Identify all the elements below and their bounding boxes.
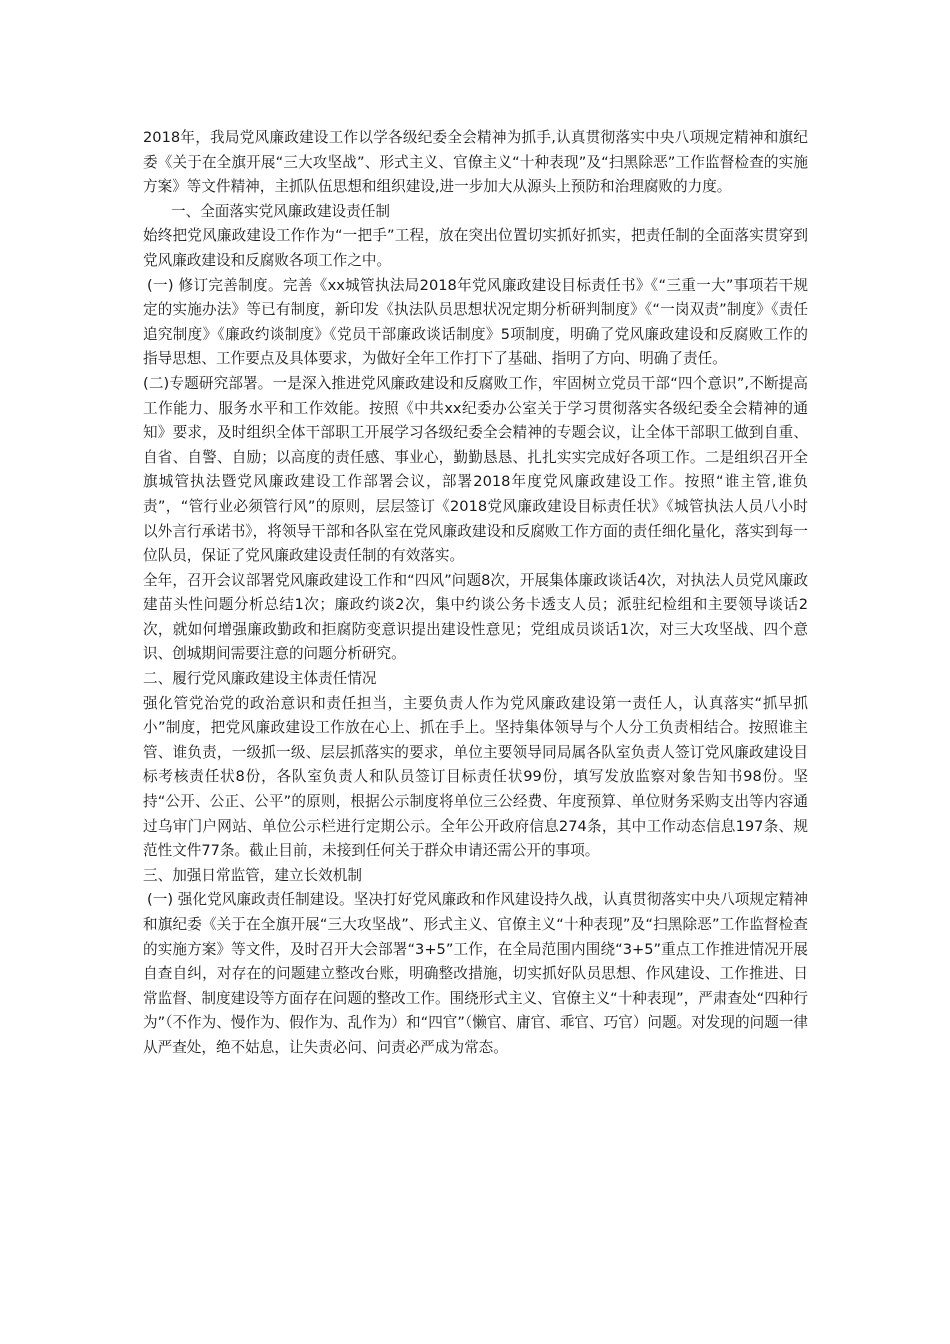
subsection-1-1-paragraph: (一) 修订完善制度。完善《xx城管执法局2018年党风廉政建设目标责任书》《“三重一大”事项若干规定的实施办法》等已有制度，新印发《执法队员思想状况定期分析研判制度》《“一岗双责”制度》《责任追究制度》《廉政约谈制度》《党员干部廉政谈话制度》5项制度，明确了党风廉政建设和反腐败工作的指导思想、工作要点及具体要求，为做好全年工作打下了基础、指明了方向、明确了责任。	[143, 276, 808, 368]
annual-summary-paragraph: 全年，召开会议部署党风廉政建设工作和“四风”问题8次，开展集体廉政谈话4次，对执法人员党风廉政建苗头性问题分析总结1次；廉政约谈2次，集中约谈公务卡透支人员；派驻纪检组和主要领导谈话2次，就如何增强廉政勤政和拒腐防变意识提出建设性意见；党组成员谈话1次，对三大攻坚战、四个意识、创城期间需要注意的问题分析研究。	[143, 571, 808, 663]
section-heading-1: 一、全面落实党风廉政建设责任制	[171, 202, 390, 220]
section-1-paragraph: 始终把党风廉政建设工作作为“一把手”工程，放在突出位置切实抓好抓实，把责任制的全面落实贯穿到党风廉政建设和反腐败各项工作之中。	[143, 227, 808, 269]
document-body	[143, 126, 808, 1061]
section-heading-2: 二、履行党风廉政建设主体责任情况	[143, 670, 377, 688]
intro-paragraph: 2018年，我局党风廉政建设工作以学各级纪委全会精神为抓手,认真贯彻落实中央八项规定精神和旗纪委《关于在全旗开展“三大攻坚战”、形式主义、官僚主义“十种表现”及“扫黑除恶”工作监督检查的实施方案》等文件精神，主抓队伍思想和组织建设,进一步加大从源头上预防和治理腐败的力度。	[143, 129, 808, 196]
subsection-1-2-paragraph: (二)专题研究部署。一是深入推进党风廉政建设和反腐败工作，牢固树立党员干部“四个意识”,不断提高工作能力、服务水平和工作效能。按照《中共xx纪委办公室关于学习贯彻落实各级纪委全会精神的通知》要求，及时组织全体干部职工开展学习各级纪委全会精神的专题会议，让全体干部职工做到自重、自省、自警、自励；以高度的责任感、事业心，勤勤恳恳、扎扎实实完成好各项工作。二是组织召开全旗城管执法暨党风廉政建设工作部署会议，部署2018年度党风廉政建设工作。按照“谁主管,谁负责”，“管行业必须管行风”的原则，层层签订《2018党风廉政建设目标责任状》《城管执法人员八小时以外言行承诺书》，将领导干部和各队室在党风廉政建设和反腐败工作方面的责任细化量化，落实到每一位队员，保证了党风廉政建设责任制的有效落实。	[143, 374, 808, 565]
section-heading-3: 三、加强日常监管，建立长效机制	[143, 866, 362, 884]
section-2-paragraph: 强化管党治党的政治意识和责任担当，主要负责人作为党风廉政建设第一责任人，认真落实“抓早抓小”制度，把党风廉政建设工作放在心上、抓在手上。坚持集体领导与个人分工负责相结合。按照谁主管、谁负责，一级抓一级、层层抓落实的要求，单位主要领导同局属各队室负责人签订党风廉政建设目标考核责任状8份，各队室负责人和队员签订目标责任状99份，填写发放监察对象告知书98份。坚持“公开、公正、公平”的原则，根据公示制度将单位三公经费、年度预算、单位财务采购支出等内容通过乌审门户网站、单位公示栏进行定期公示。全年公开政府信息274条，其中工作动态信息197条、规范性文件77条。截止目前，未接到任何关于群众申请还需公开的事项。	[143, 694, 808, 860]
subsection-3-1-paragraph: (一) 强化党风廉政责任制建设。坚决打好党风廉政和作风建设持久战，认真贯彻落实中央八项规定精神和旗纪委《关于在全旗开展“三大攻坚战”、形式主义、官僚主义“十种表现”及“扫黑除恶”工作监督检查的实施方案》等文件，及时召开大会部署“3+5”工作，在全局范围内围绕“3+5”重点工作推进情况开展自查自纠，对存在的问题建立整改台账，明确整改措施，切实抓好队员思想、作风建设、工作推进、日常监督、制度建设等方面存在问题的整改工作。围绕形式主义、官僚主义“十种表现”，严肃查处“四种行为”（不作为、慢作为、假作为、乱作为）和“四官”（懒官、庸官、乖官、巧官）问题。对发现的问题一律从严查处，绝不姑息，让失责必问、问责必严成为常态。	[143, 891, 808, 1056]
